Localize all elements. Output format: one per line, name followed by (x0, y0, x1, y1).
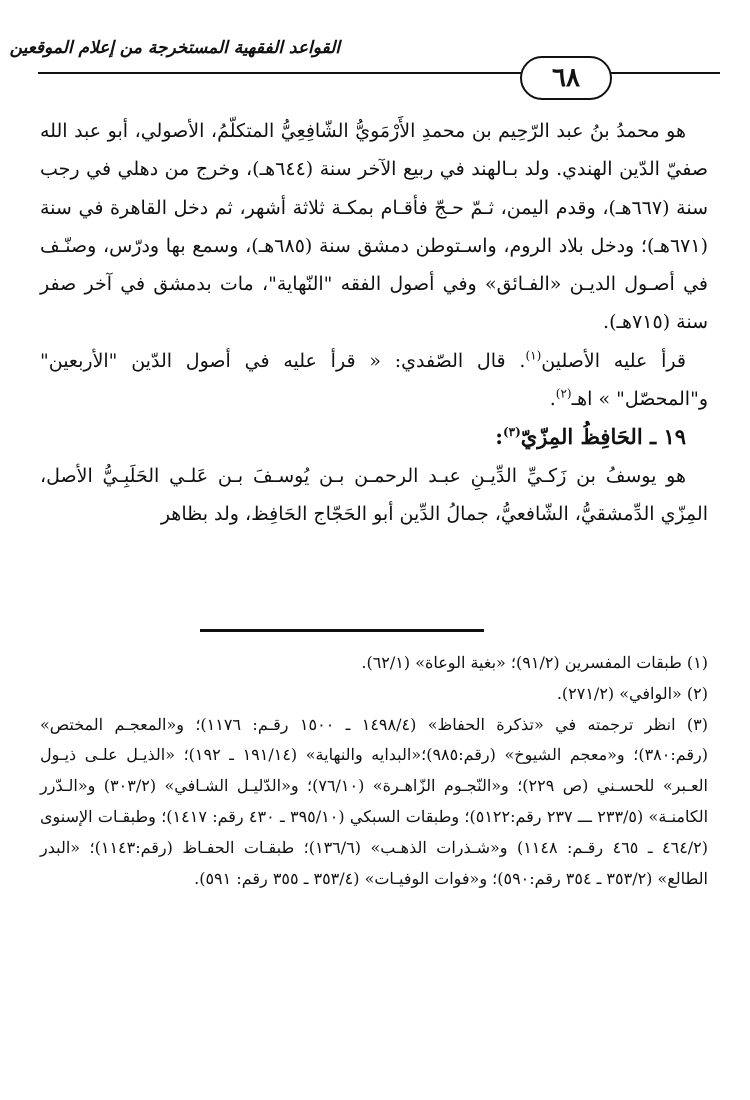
running-header-title: القواعد الفقهية المستخرجة من إعلام الموقعين (9, 38, 340, 58)
main-text (40, 112, 708, 533)
paragraph-text: قرأ عليه الأصلين (541, 349, 686, 372)
page-number: ٦٨ (520, 56, 612, 100)
footnotes (40, 648, 708, 894)
paragraph-students (40, 342, 708, 419)
paragraph-end: . (549, 388, 556, 411)
footnote-ref-2[interactable]: (٢) (555, 386, 572, 401)
paragraph-biography-mizzi: هو يوسفُ بن زَكـيِّ الدِّيـنِ عبـد الرحمـن بـن يُوسـفَ بـن عَلـي الحَلَبِـيُّ الأصل، المِزّي الدِّمشقيُّ، الشّافعيُّ، جمالُ الدِّين أبو الحَجّاج الحَافِظ، ولد بظاهر (40, 464, 708, 525)
footnote-1: (١) طبقات المفسرين (٩١/٢)؛ «بغية الوعاة» (٦٢/١). (361, 653, 708, 672)
heading-end: : (495, 424, 503, 450)
footnote-separator (200, 629, 484, 632)
footnote-2: (٢) «الوافي» (٢٧١/٢). (556, 683, 708, 703)
paragraph-biography-armawi: هو محمدُ بنُ عبد الرّحِيم بن محمدِ الأَرْمَويُّ الشّافِعِيُّ المتكلّمُ، الأصولي، أبو عبد الله صفيّ الدّين الهندي. ولد بـالهند في ربيع الآخر سنة (٦٤٤هـ)، وخرج من دهلي في رجب سنة (٦٦٧هـ)، وقدم اليمن، ثـمّ حـجّ فأقـام بمكـة ثلاثة أشهر، ثم دخل القاهرة في سنة (٦٧١هـ)؛ ودخل بلاد الروم، واسـتوطن دمشق سنة (٦٨٥هـ)، وسمع بها ودرّس، وصنّـف في أصـول الديـن «الفـائق» وفي أصول الفقه "النّهاية"، مات بدمشق في آخر صفر سنة (٧١٥هـ). (40, 120, 708, 334)
paragraph-text-cont: . قال الصّفدي: « قرأ عليه في أصول الدّين "الأربعين" و"المحصّل" » اهـ (40, 349, 708, 411)
footnote-3: (٣) انظر ترجمته في «تذكرة الحفاظ» (١٤٩٨/٤ ـ ١٥٠٠ رقـم: ١١٧٦)؛ و«المعجـم المختص» (رقم:٣٨٠)؛ و«معجم الشيوخ» (رقم:٩٨٥)؛«البدايه والنهاية» (١٩١/١٤ ـ ١٩٢)؛ «الذيـل علـى ذيـول العـبر» للحسـني (ص ٢٢٩)؛ و«النّجـوم الزّاهـرة» (٧٦/١٠)؛ و«الدّليـل الشـافي» (٣٠٣/٢) و«الـدّرر الكامنـة» (٢٣٣/٥ ـــ ٢٣٧ رقم:٥١٢٢)؛ وطبقات السبكي (٣٩٥/١٠ ـ ٤٣٠ رقم: ١٤١٧)؛ وطبقـات الإسنوى (٤٦٤/٢ ـ ٤٦٥ رقـم: ١١٤٨) و«شـذرات الذهـب» (١٣٦/٦)؛ طبقـات الحفـاظ (رقم:١١٤٣)؛ «البدر الطالع» (٣٥٣/٢ ـ ٣٥٤ رقم:٥٩٠)؛ و«فوات الوفيـات» (٣٥٣/٤ ـ ٣٥٥ رقم: ٥٩١). (40, 714, 709, 888)
footnote-ref-3[interactable]: (٣) (502, 425, 521, 440)
section-heading-mizzi (40, 418, 708, 456)
heading-text: ١٩ ـ الحَافِظُ المِزّيّ (520, 424, 686, 450)
footnote-ref-1[interactable]: (١) (525, 348, 542, 363)
header-rule (38, 72, 720, 74)
